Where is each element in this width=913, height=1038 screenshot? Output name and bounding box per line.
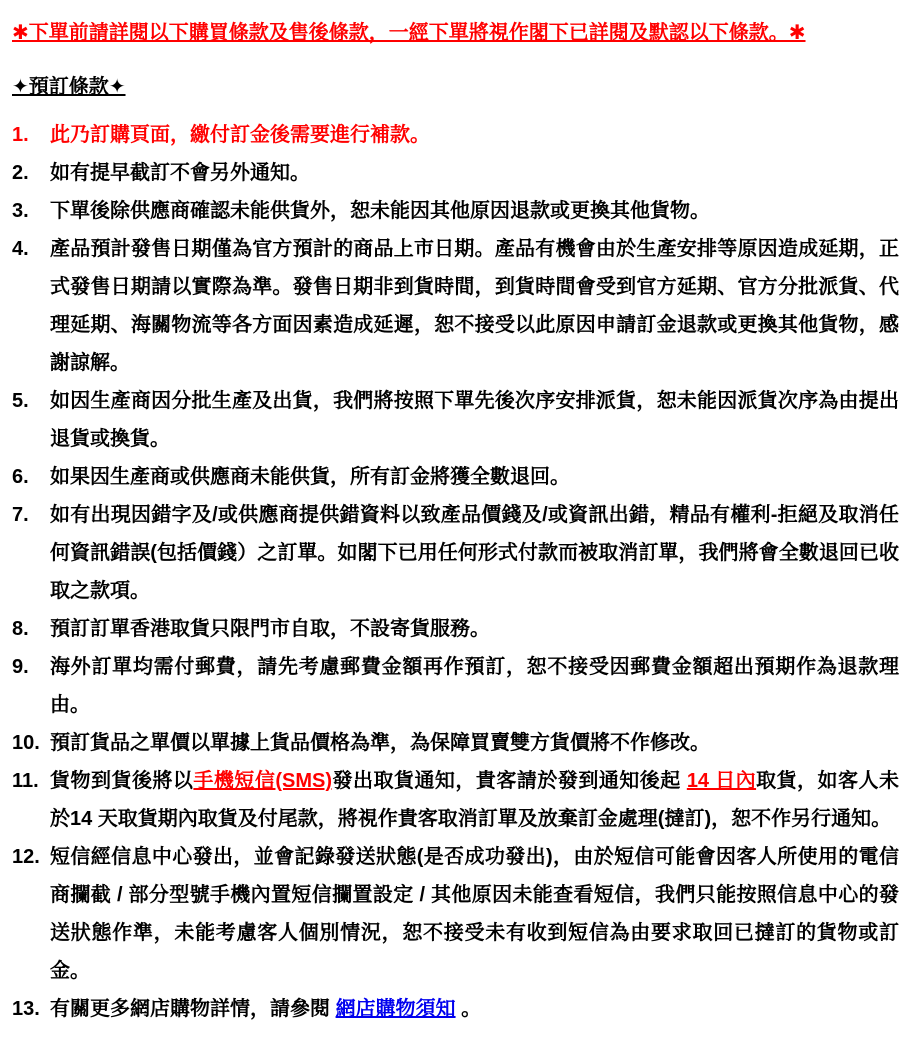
term-number: 13. [12, 998, 40, 1020]
term-number: 3. [12, 200, 29, 222]
term-item [12, 610, 899, 648]
term-number: 10. [12, 732, 40, 754]
term-text: 如因生產商因分批生產及出貨，我們將按照下單先後次序安排派貨，恕未能因派貨次序為由提出退貨或換貨。 [50, 390, 899, 450]
term-text: 手機短信(SMS) [193, 770, 333, 792]
term-text: 如有出現因錯字及/或供應商提供錯資料以致產品價錢及/或資訊出錯，精品有權利-拒絕及取消任何資訊錯誤(包括價錢）之訂單。如閣下已用任何形式付款而被取消訂單，我們將會全數退回已收取之款項。 [50, 504, 899, 602]
term-text: 如有提早截訂不會另外通知。 [50, 162, 310, 184]
term-text: 下單後除供應商確認未能供貨外，恕未能因其他原因退款或更換其他貨物。 [50, 200, 710, 222]
term-text: 貨物到貨後將以 [50, 770, 194, 792]
term-number: 1. [12, 124, 29, 146]
term-text: 取貨，如客人未於14 天取貨期內取貨及付尾款，將視作貴客取消訂單及放棄訂金處理(撻訂)，恕不作另行通知。 [50, 770, 899, 830]
term-text: 產品預計發售日期僅為官方預計的商品上市日期。產品有機會由於生產安排等原因造成延期，正式發售日期請以實際為準。發售日期非到貨時間，到貨時間會受到官方延期、官方分批派貨、代理延期、海關物流等各方面因素造成延遲，恕不接受以此原因申請訂金退款或更換其他貨物，感謝諒解。 [50, 238, 899, 374]
term-number: 9. [12, 656, 29, 678]
term-item [12, 648, 899, 724]
term-number: 2. [12, 162, 29, 184]
term-item [12, 192, 899, 230]
term-text: 此乃訂購頁面，繳付訂金後需要進行補款。 [50, 124, 430, 146]
term-number: 5. [12, 390, 29, 412]
shop-notice-link[interactable]: 網店購物須知 [335, 998, 456, 1020]
term-text: 有關更多網店購物詳情，請參閱 [50, 998, 336, 1020]
term-item [12, 724, 899, 762]
term-number: 12. [12, 846, 40, 868]
section-header-preorder-terms: ✦預訂條款✦ [12, 76, 126, 98]
term-text: 14 日內 [686, 770, 757, 792]
term-text: 發出取貨通知，貴客請於發到通知後起 [332, 770, 687, 792]
terms-list [12, 116, 899, 1028]
term-number: 11. [12, 770, 39, 792]
page-title: ✱下單前請詳閱以下購買條款及售後條款，一經下單將視作閣下已詳閱及默認以下條款。✱ [12, 22, 806, 44]
term-number: 7. [12, 504, 29, 526]
term-item [12, 990, 899, 1028]
term-item [12, 154, 899, 192]
term-item [12, 230, 899, 382]
term-item [12, 116, 899, 154]
term-number: 4. [12, 238, 29, 260]
term-item [12, 838, 899, 990]
term-text: 短信經信息中心發出，並會記錄發送狀態(是否成功發出)，由於短信可能會因客人所使用的電信商攔截 / 部分型號手機內置短信攔置設定 / 其他原因未能查看短信，我們只能按照信息中心的發送狀態作準，未能考慮客人個別情況，恕不接受未有收到短信為由要求取回已撻訂的貨物或訂金。 [50, 846, 899, 982]
term-text: 。 [455, 998, 482, 1020]
term-text: 海外訂單均需付郵費，請先考慮郵費金額再作預訂，恕不接受因郵費金額超出預期作為退款理由。 [50, 656, 899, 716]
term-item [12, 458, 899, 496]
term-text: 如果因生產商或供應商未能供貨，所有訂金將獲全數退回。 [50, 466, 570, 488]
term-text: 預訂貨品之單價以單據上貨品價格為準，為保障買賣雙方貨價將不作修改。 [50, 732, 710, 754]
term-item [12, 496, 899, 610]
term-item [12, 762, 899, 838]
term-text: 預訂訂單香港取貨只限門市自取，不設寄貨服務。 [50, 618, 490, 640]
term-item [12, 382, 899, 458]
term-number: 6. [12, 466, 29, 488]
term-number: 8. [12, 618, 29, 640]
